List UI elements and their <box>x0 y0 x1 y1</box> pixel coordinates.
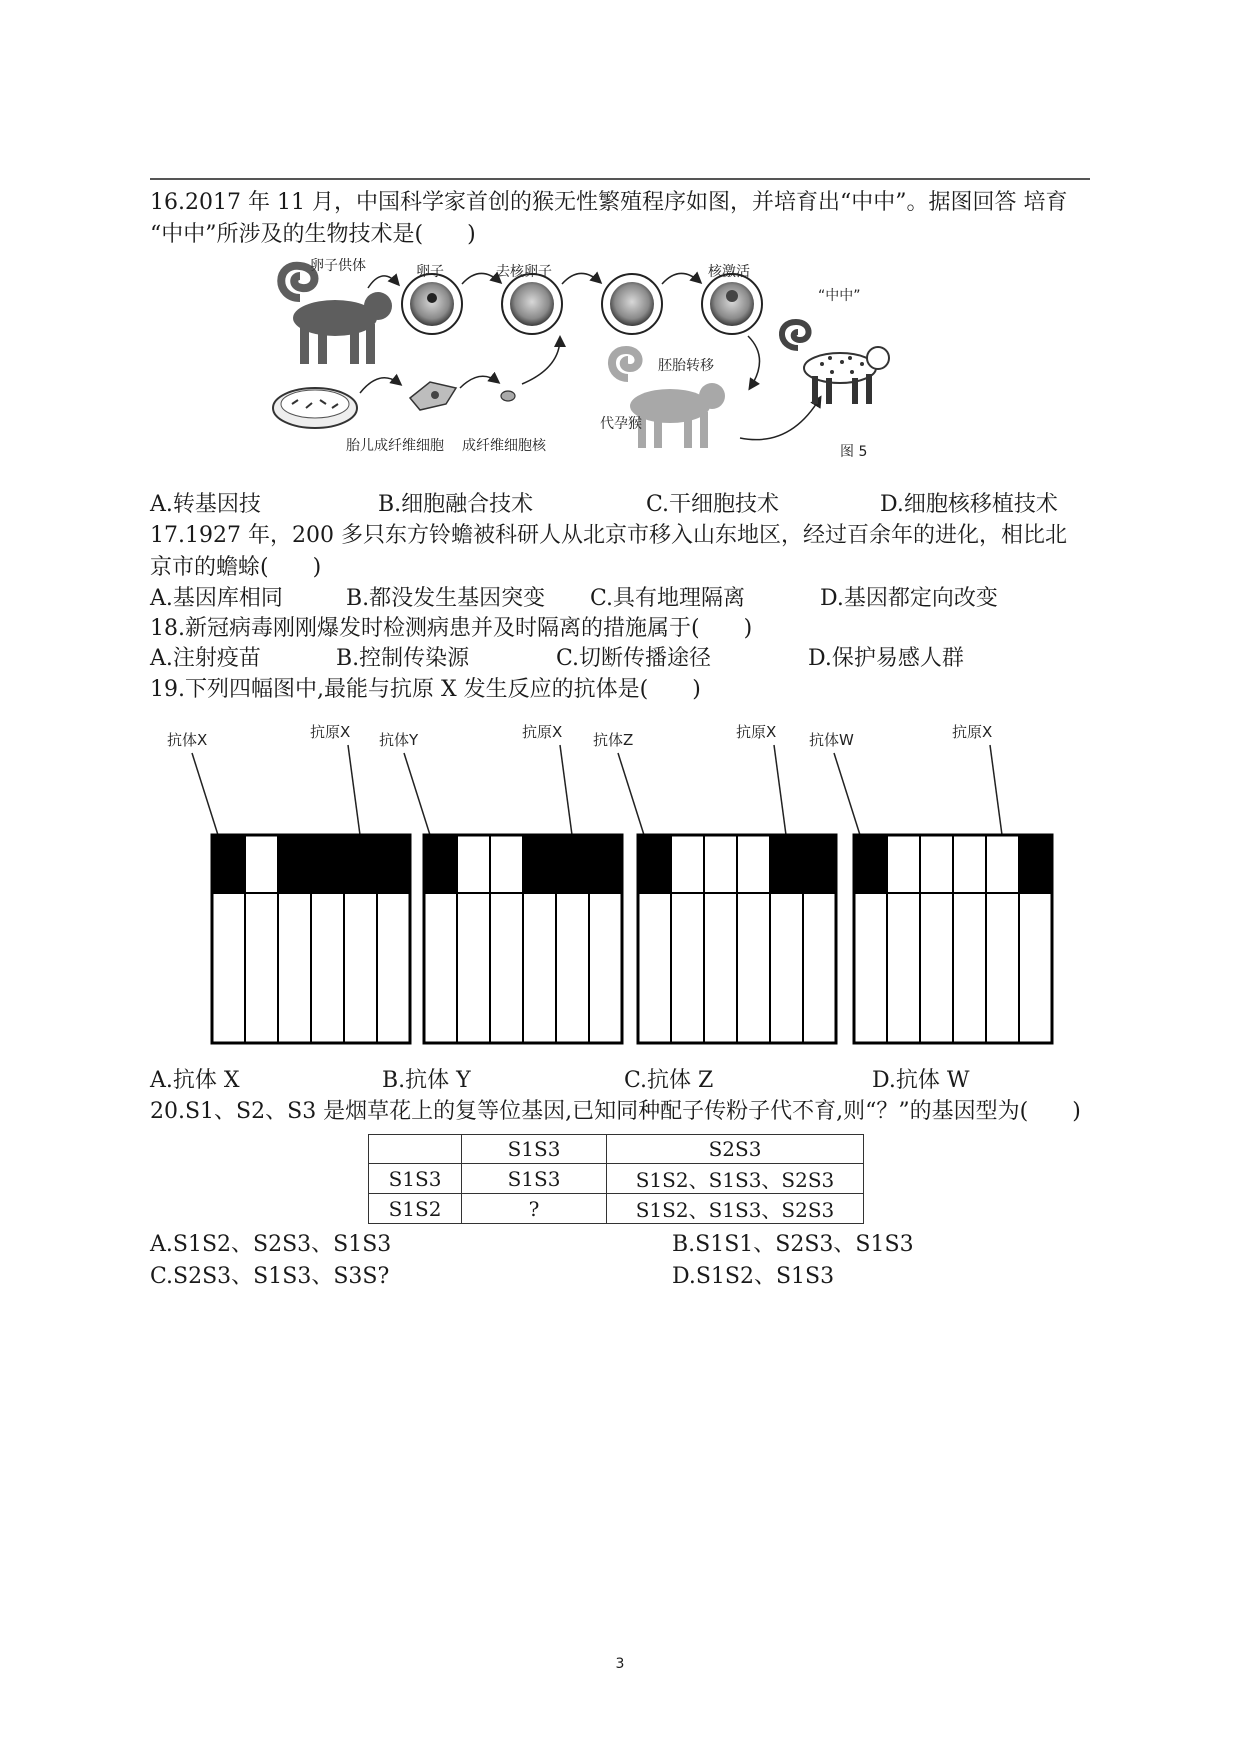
binding-cell <box>377 835 410 893</box>
q17-option-a[interactable]: A.基因库相同 <box>150 586 283 611</box>
q17-stem-line2: 京市的蟾蜍( ) <box>150 555 322 580</box>
arrow-icon <box>368 276 398 288</box>
binding-cell <box>704 835 737 893</box>
egg-donor-label: 卵子供体 <box>310 258 366 274</box>
enucleated-egg-icon <box>502 274 562 334</box>
arrow-icon <box>460 376 498 388</box>
q18-option-d[interactable]: D.保护易感人群 <box>808 646 964 671</box>
column-cell <box>737 893 770 1043</box>
table-cell: S1S2、S1S3、S2S3 <box>607 1164 864 1194</box>
q18-stem: 18.新冠病毒刚刚爆发时检测病患并及时隔离的措施属于( ) <box>150 616 753 641</box>
binding-cell <box>212 835 245 893</box>
figure-number: 图 5 <box>840 444 868 460</box>
binding-cell <box>986 835 1019 893</box>
binding-cell <box>854 835 887 893</box>
binding-cell <box>311 835 344 893</box>
binding-cell <box>638 835 671 893</box>
column-cell <box>424 893 457 1043</box>
pointer-line <box>404 753 430 835</box>
column-cell <box>377 893 410 1043</box>
binding-cell <box>1019 835 1052 893</box>
q20-stem: 20.S1、S2、S3 是烟草花上的复等位基因,已知同种配子传粉子代不育,则“？”的基因型为( ) <box>150 1099 1081 1124</box>
column-cell <box>490 893 523 1043</box>
page-number: 3 <box>615 1656 625 1672</box>
pointer-line <box>990 745 1002 835</box>
q17-option-b[interactable]: B.都没发生基因突变 <box>346 586 546 611</box>
pointer-line <box>834 753 860 835</box>
q19-option-c[interactable]: C.抗体 Z <box>624 1068 714 1093</box>
arrow-icon <box>562 273 600 284</box>
binding-cell <box>457 835 490 893</box>
binding-cell <box>344 835 377 893</box>
column-cell <box>803 893 836 1043</box>
q20-option-d[interactable]: D.S1S2、S1S3 <box>672 1264 835 1289</box>
column-cell <box>671 893 704 1043</box>
q20-option-c[interactable]: C.S2S3、S1S3、S3S? <box>150 1264 390 1289</box>
column-cell <box>556 893 589 1043</box>
antigen-label: 抗原X <box>522 723 563 741</box>
antibody-label: 抗体X <box>167 731 208 749</box>
zhongzhong-label: “中中” <box>818 288 861 304</box>
reconstructed-egg-icon <box>602 274 662 334</box>
column-cell <box>278 893 311 1043</box>
q17-stem-line1: 17.1927 年，200 多只东方铃蟾被科研人从北京市移入山东地区，经过百余年的进化，相比北 <box>150 523 1067 548</box>
binding-cell <box>887 835 920 893</box>
column-cell <box>245 893 278 1043</box>
column-cell <box>770 893 803 1043</box>
column-cell <box>457 893 490 1043</box>
egg-cell-icon <box>402 274 462 334</box>
nucleus-icon <box>501 391 515 401</box>
binding-cell <box>803 835 836 893</box>
column-cell <box>854 893 887 1043</box>
q19-option-a[interactable]: A.抗体 X <box>150 1068 240 1093</box>
pointer-line <box>192 753 218 835</box>
q17-option-c[interactable]: C.具有地理隔离 <box>590 586 746 611</box>
column-cell <box>953 893 986 1043</box>
antibody-label: 抗体Y <box>379 731 419 749</box>
arrow-icon <box>522 338 560 384</box>
fibroblast-label: 胎儿成纤维细胞 <box>346 438 444 454</box>
table-cell: S1S2 <box>369 1194 462 1224</box>
q19-antibody-figure <box>0 715 1240 1045</box>
q16-option-c[interactable]: C.干细胞技术 <box>646 492 780 517</box>
table-cell: S2S3 <box>607 1135 864 1164</box>
arrow-icon <box>740 398 820 440</box>
column-cell <box>704 893 737 1043</box>
antigen-label: 抗原X <box>736 723 777 741</box>
binding-cell <box>920 835 953 893</box>
binding-cell <box>671 835 704 893</box>
q20-genotype-table <box>368 1134 864 1224</box>
antibody-panel <box>379 723 622 1043</box>
activation-label: 核激活 <box>708 264 750 280</box>
antigen-label: 抗原X <box>310 723 351 741</box>
binding-cell <box>589 835 622 893</box>
table-cell: ? <box>462 1194 607 1224</box>
antibody-panel <box>809 723 1052 1043</box>
q20-option-b[interactable]: B.S1S1、S2S3、S1S3 <box>672 1232 914 1257</box>
embryo-transfer-label: 胚胎转移 <box>658 358 714 374</box>
column-cell <box>311 893 344 1043</box>
q19-option-d[interactable]: D.抗体 W <box>872 1068 970 1093</box>
egg-label: 卵子 <box>416 264 444 280</box>
q18-option-a[interactable]: A.注射疫苗 <box>150 646 261 671</box>
q18-option-c[interactable]: C.切断传播途径 <box>556 646 712 671</box>
q17-option-d[interactable]: D.基因都定向改变 <box>820 586 998 611</box>
egg-donor-monkey-icon <box>281 266 392 364</box>
table-row <box>369 1164 864 1194</box>
q16-stem-line2: “中中”所涉及的生物技术是( ) <box>150 222 476 247</box>
petri-dish-icon <box>273 388 357 428</box>
antigen-label: 抗原X <box>952 723 993 741</box>
antibody-panel <box>593 723 836 1043</box>
q16-option-d[interactable]: D.细胞核移植技术 <box>880 492 1058 517</box>
arrow-icon <box>360 378 400 393</box>
binding-cell <box>770 835 803 893</box>
arrow-icon <box>748 336 760 388</box>
enucleated-egg-label: 去核卵子 <box>496 264 552 280</box>
q16-stem-line1: 16.2017 年 11 月，中国科学家首创的猴无性繁殖程序如图，并培育出“中中”。据图回答 培育 <box>150 190 1068 215</box>
fibroblast-cell-icon <box>410 382 456 410</box>
binding-cell <box>490 835 523 893</box>
table-cell: S1S3 <box>369 1164 462 1194</box>
binding-cell <box>556 835 589 893</box>
antibody-label: 抗体Z <box>593 731 634 749</box>
antibody-panel <box>167 723 410 1043</box>
table-row <box>369 1194 864 1224</box>
column-cell <box>344 893 377 1043</box>
antibody-label: 抗体W <box>809 731 854 749</box>
pointer-line <box>774 745 786 835</box>
q16-option-a[interactable]: A.转基因技 <box>150 492 261 517</box>
column-cell <box>1019 893 1052 1043</box>
q19-option-b[interactable]: B.抗体 Y <box>382 1068 471 1093</box>
arrow-icon <box>662 273 700 284</box>
q20-option-a[interactable]: A.S1S2、S2S3、S1S3 <box>150 1232 392 1257</box>
table-cell: S1S2、S1S3、S2S3 <box>607 1194 864 1224</box>
table-row <box>369 1135 864 1164</box>
column-cell <box>523 893 556 1043</box>
pointer-line <box>560 745 572 835</box>
arrow-icon <box>462 273 500 284</box>
table-cell <box>369 1135 462 1164</box>
table-cell: S1S3 <box>462 1135 607 1164</box>
column-cell <box>212 893 245 1043</box>
column-cell <box>638 893 671 1043</box>
column-cell <box>589 893 622 1043</box>
q16-cloning-figure <box>270 258 1010 468</box>
binding-cell <box>953 835 986 893</box>
binding-cell <box>278 835 311 893</box>
q16-option-b[interactable]: B.细胞融合技术 <box>378 492 534 517</box>
binding-cell <box>737 835 770 893</box>
column-cell <box>986 893 1019 1043</box>
fibroblast-nucleus-label: 成纤维细胞核 <box>462 438 546 454</box>
column-cell <box>887 893 920 1043</box>
binding-cell <box>424 835 457 893</box>
binding-cell <box>523 835 556 893</box>
column-cell <box>920 893 953 1043</box>
q18-option-b[interactable]: B.控制传染源 <box>336 646 470 671</box>
zhongzhong-monkey-icon <box>782 322 889 404</box>
activated-egg-icon <box>702 274 762 334</box>
pointer-line <box>618 753 644 835</box>
header-rule <box>150 178 1090 180</box>
table-cell: S1S3 <box>462 1164 607 1194</box>
surrogate-label: 代孕猴 <box>600 416 642 432</box>
pointer-line <box>348 745 360 835</box>
binding-cell <box>245 835 278 893</box>
q19-stem: 19.下列四幅图中,最能与抗原 X 发生反应的抗体是( ) <box>150 677 701 702</box>
